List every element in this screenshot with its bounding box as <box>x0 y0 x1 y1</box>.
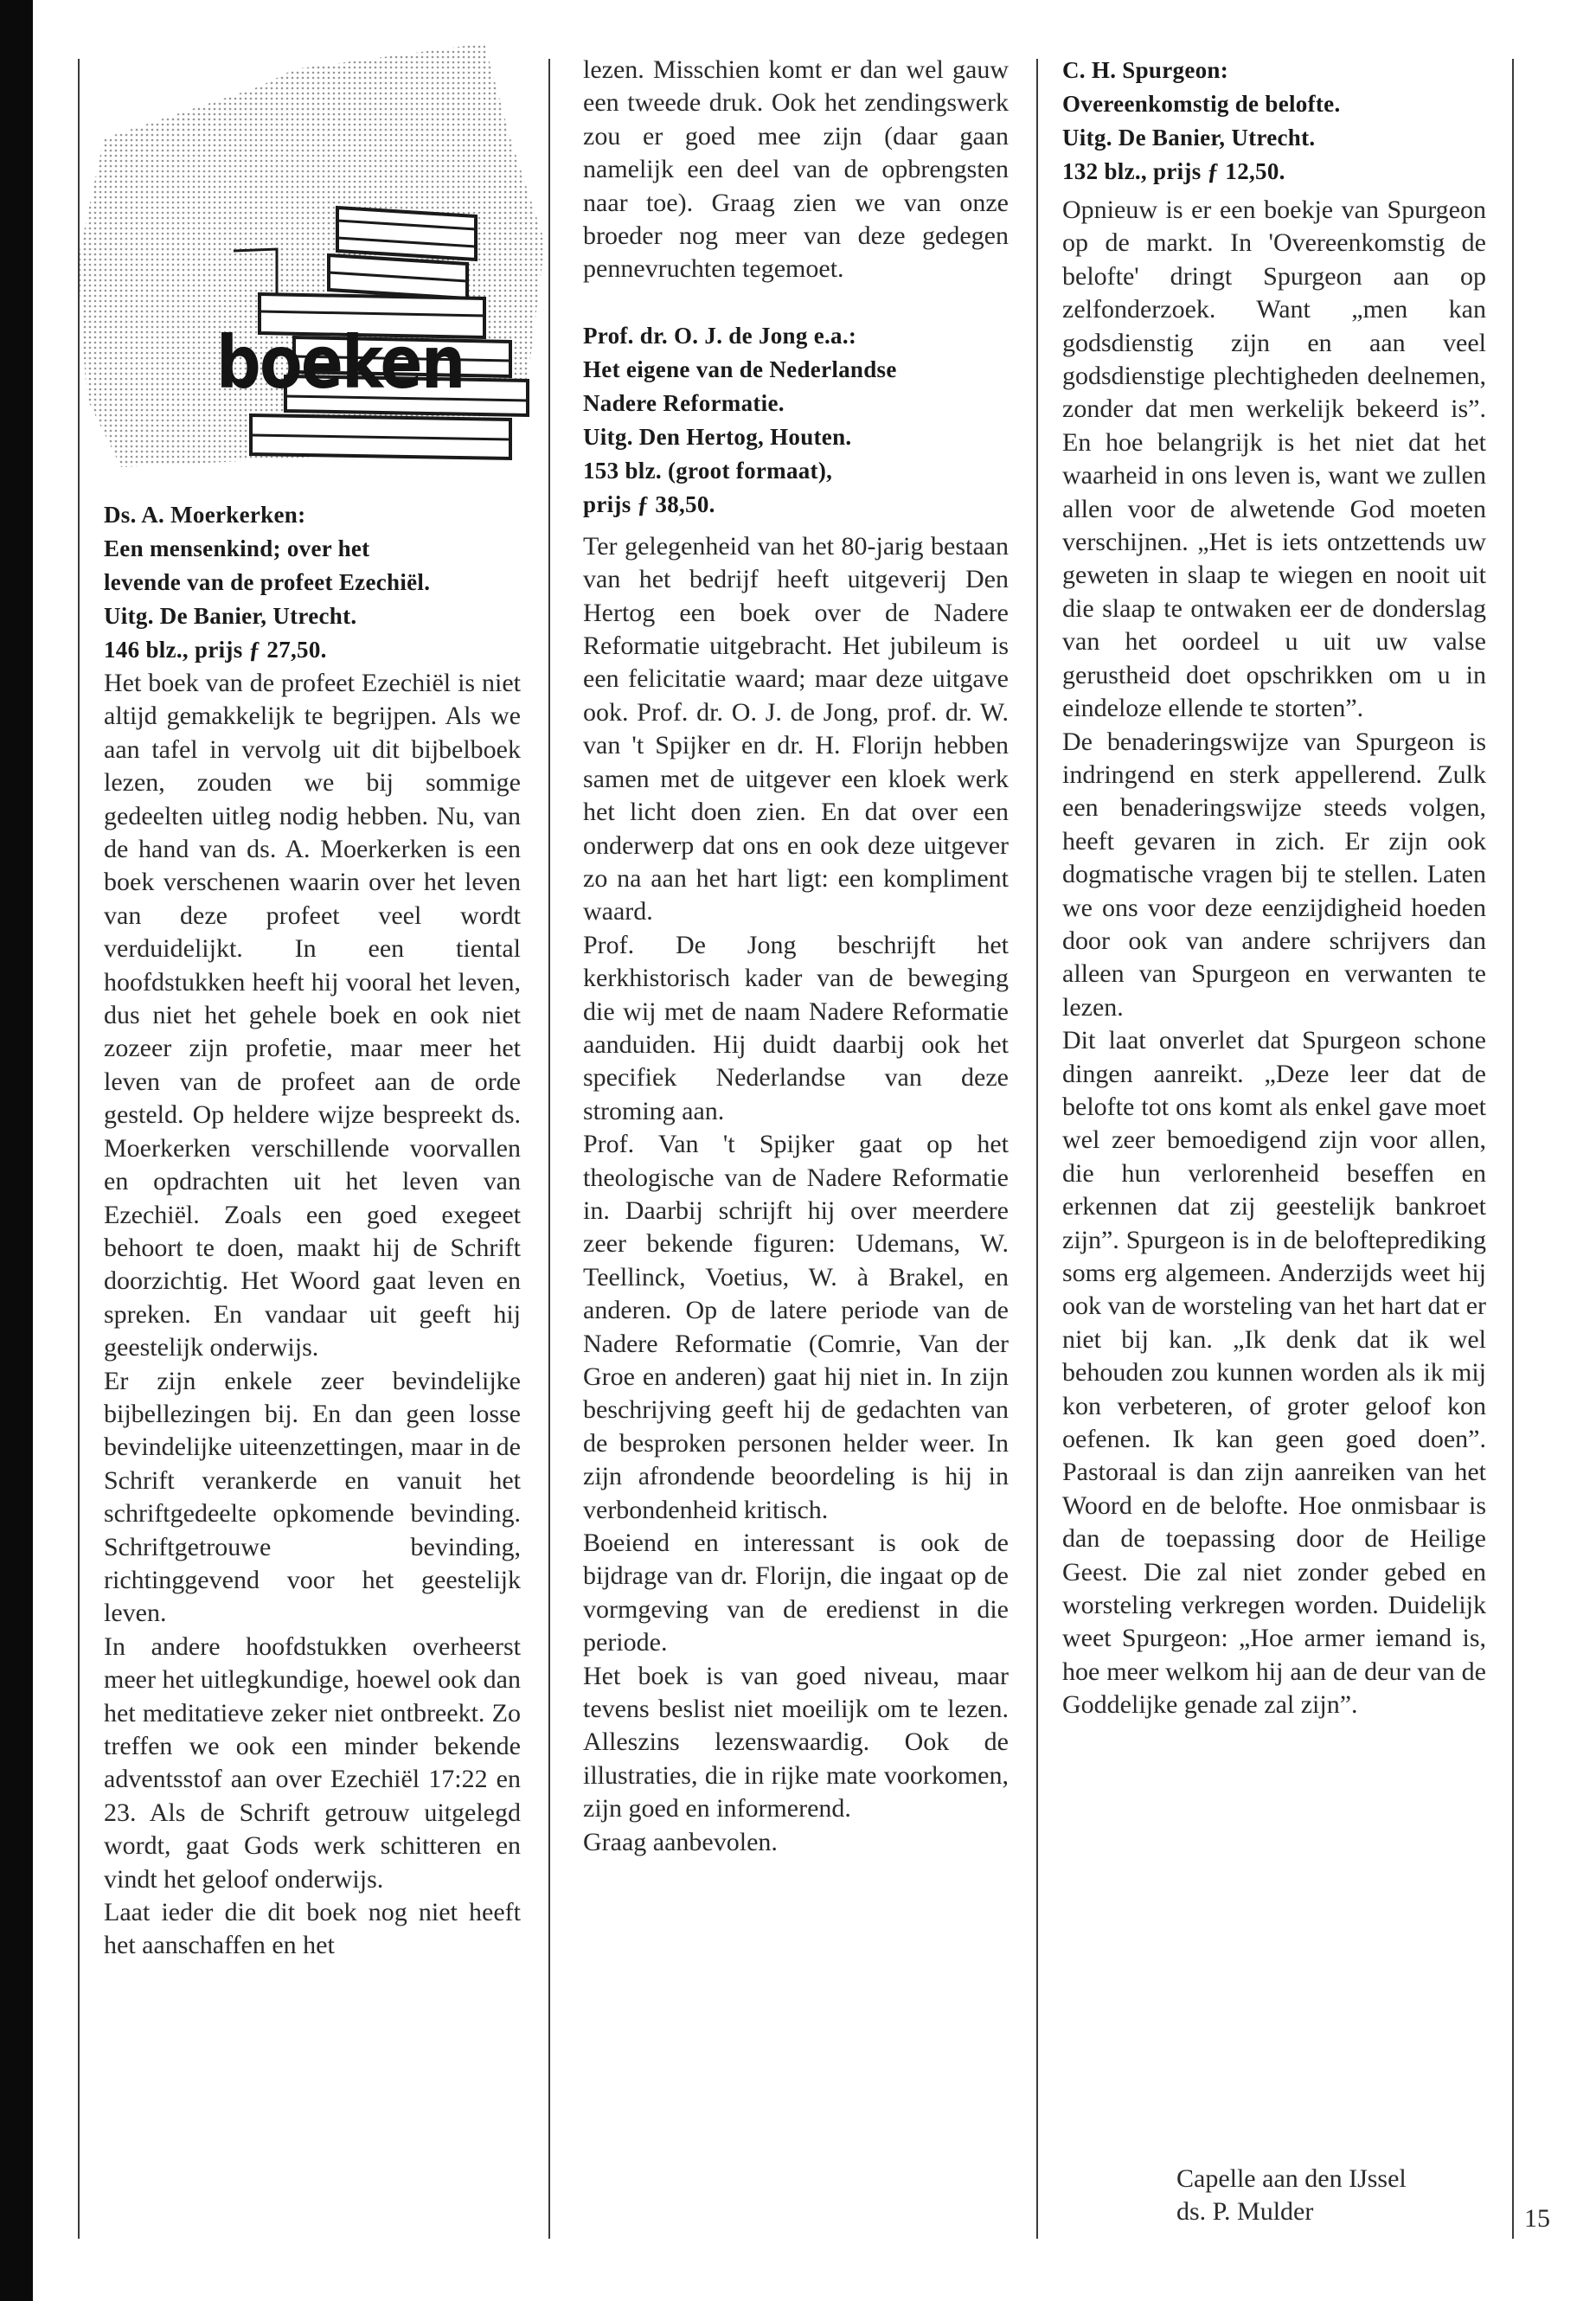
column-rule-2 <box>1036 59 1038 2239</box>
review-1-paragraph: Het boek van de profeet Ezechiël is niet altijd gemakkelijk te begrijpen. Als we aan tafel in vervolg uit dit bijbelboek lezen, zouden we bij sommige gedeelten uitleg nodig hebben. Nu, van de hand van ds. A. Moerkerken is een boek verschenen waarin over het leven van deze profeet veel wordt verduidelijkt. In een tiental hoofdstukken heeft hij vooral het leven, dus niet het gehele boek en ook niet zozeer zijn profetie, maar meer het leven van de profeet aan de orde gesteld. Op heldere wijze bespreekt ds. Moerkerken verschillende voorvallen en opdrachten uit het leven van Ezechiël. Zoals een goed exegeet behoort te doen, maakt hij de Schrift doorzichtig. Het Woord gaat leven en spreken. En vandaar uit geeft hij geestelijk onderwijs. <box>104 669 521 1362</box>
review-2-paragraph: Boeiend en interessant is ook de bijdrage van dr. Florijn, die ingaat op de vormgeving van de eredienst in die periode. <box>583 1529 1009 1657</box>
column-rule-1 <box>548 59 550 2239</box>
review-1-author: Ds. A. Moerkerken: <box>104 502 306 528</box>
review-2-heading <box>583 319 1009 522</box>
review-2-title-line-1: Het eigene van de Nederlandse <box>583 356 897 382</box>
review-3-paragraph: De benaderingswijze van Spurgeon is indringend en sterk appellerend. Zulk een benaderingswijze steeds volgen, heeft gevaren in zich. Er zijn ook dogmatische vragen bij te stellen. Laten we ons voor deze eenzijdigheid hoeden door ook van andere schrijvers dan alleen van Spurgeon en verwanten te lezen. <box>1062 727 1486 1022</box>
review-3-author: C. H. Spurgeon: <box>1062 57 1229 83</box>
review-2-format: 153 blz. (groot formaat), <box>583 457 833 484</box>
review-2-paragraph: Ter gelegenheid van het 80-jarig bestaan van het bedrijf heeft uitgeverij Den Hertog een boek over de Nadere Reformatie uitgebracht. Het jubileum is een felicitatie waard; maar deze uitgave ook. Prof. dr. O. J. de Jong, prof. dr. W. van 't Spijker en dr. H. Florijn hebben samen met de uitgever een kloek werk het licht doen zien. En dat over een onderwerp dat ons en ook deze uitgever zo na aan het hart ligt: een kompliment waard. <box>583 531 1009 926</box>
section-title: boeken <box>216 320 465 405</box>
signature-name: ds. P. Mulder <box>1176 2197 1314 2226</box>
review-1-publisher: Uitg. De Banier, Utrecht. <box>104 603 357 629</box>
review-3-price: 132 blz., prijs ƒ 12,50. <box>1062 158 1285 184</box>
signature <box>1176 2163 1407 2228</box>
column-rule-left <box>78 59 80 2239</box>
review-2-paragraph: Graag aanbevolen. <box>583 1827 778 1856</box>
review-2-paragraph: Het boek is van goed niveau, maar tevens beslist niet moeilijk om te lezen. Alleszins lezenswaardig. Ook de illustraties, die in rijke mate voorkomen, zijn goed en informerend. <box>583 1661 1009 1823</box>
page-number: 15 <box>1524 2204 1550 2233</box>
review-2-paragraph: Prof. De Jong beschrijft het kerkhistorisch kader van de beweging die wij met de naam Nadere Reformatie aanduiden. Hij duidt daarbij ook het specifiek Nederlandse van deze stroming aan. <box>583 930 1009 1125</box>
review-1-continuation: lezen. Misschien komt er dan wel gauw een tweede druk. Ook het zendingswerk zou er goed mee zijn (daar gaan namelijk een deel van de opbrengsten naar toe). Graag zien we van onze broeder nog meer van deze gedegen pennevruchten tegemoet. <box>583 55 1009 284</box>
review-2-author: Prof. dr. O. J. de Jong e.a.: <box>583 322 857 349</box>
signature-place: Capelle aan den IJssel <box>1176 2164 1407 2193</box>
review-1-title-line-2: levende van de profeet Ezechiël. <box>104 569 431 595</box>
column-rule-right <box>1512 59 1514 2239</box>
review-1-paragraph: Er zijn enkele zeer bevindelijke bijbellezingen bij. En dan geen losse bevindelijke uiteenzettingen, maar in de Schrift verankerde en vanuit het schriftgedeelte opkomende bevinding. Schriftgetrouwe bevinding, richtinggevend voor het geestelijk leven. <box>104 1366 521 1628</box>
scan-edge <box>0 0 33 2301</box>
review-1-title-line-1: Een mensenkind; over het <box>104 535 370 561</box>
review-3-publisher: Uitg. De Banier, Utrecht. <box>1062 125 1316 151</box>
book-stack-illustration <box>78 35 562 476</box>
review-2-title-line-2: Nadere Reformatie. <box>583 389 785 416</box>
section-logo <box>78 35 562 476</box>
review-1-heading <box>104 498 521 667</box>
column-2 <box>583 54 1009 1859</box>
review-2-paragraph: Prof. Van 't Spijker gaat op het theologische van de Nadere Reformatie in. Daarbij schrijft hij over meerdere zeer bekende figuren: Udemans, W. Teellinck, Voetius, W. à Brakel, en anderen. Op de latere periode van de Nadere Reformatie (Comrie, Van der Groe en anderen) gaat hij niet in. In zijn beschrijving geeft hij de gedachten van de besproken personen helder weer. In zijn afrondende beoordeling is hij in verbondenheid kritisch. <box>583 1130 1009 1524</box>
review-3-heading <box>1062 54 1486 189</box>
review-1-paragraph: In andere hoofdstukken overheerst meer het uitlegkundige, hoewel ook dan het meditatieve zeker niet ontbreekt. Zo treffen we ook een minder bekende adventsstof aan over Ezechiël 17:22 en 23. Als de Schrift getrouw uitgelegd wordt, gaat Gods werk schitteren en vindt het geloof onderwijs. <box>104 1631 521 1894</box>
review-1-price: 146 blz., prijs ƒ 27,50. <box>104 637 327 663</box>
column-3 <box>1062 54 1486 1722</box>
column-1 <box>104 498 521 1963</box>
review-2-price: prijs ƒ 38,50. <box>583 490 715 517</box>
review-1-paragraph: Laat ieder die dit boek nog niet heeft het aanschaffen en het <box>104 1898 521 1960</box>
review-3-paragraph: Dit laat onverlet dat Spurgeon schone dingen aanreikt. „Deze leer dat de belofte tot ons komt als enkel gave moet wel zeer bemoedigend zijn voor allen, die hun verlorenheid beseffen en erkennen dat zij geestelijk bankroet zijn”. Spurgeon is in de belofteprediking soms erg algemeen. Anderzijds weet hij ook van de worsteling van het hart dat er niet bij kan. „Ik denk dat ik wel behouden zou kunnen worden als ik mij kon verbeteren, of groter geloof kon oefenen. Ik kan geen goed doen”. Pastoraal is dan zijn aanreiken van het Woord en de belofte. Hoe onmisbaar is dan de toepassing door de Heilige Geest. Die zal niet zonder gebed en worsteling verkregen worden. Duidelijk weet Spurgeon: „Hoe armer iemand is, hoe meer welkom hij aan de deur van de Goddelijke genade zal zijn”. <box>1062 1026 1486 1720</box>
review-3-paragraph: Opnieuw is er een boekje van Spurgeon op de markt. In 'Overeenkomstig de belofte' dringt Spurgeon aan op zelfonderzoek. Want „men kan godsdienstig zijn en aan veel godsdienstige plechtigheden deelnemen, zonder dat men werkelijk bekeerd is”. En hoe belangrijk is het niet dat het waarheid in ons leven is, want we zullen allen voor de alwetende God moeten verschijnen. „Het is iets ontzettends uw geweten in slaap te wiegen en nooit uit die slaap te ontwaken eer de donderslag van het oordeel u uit uw valse gerustheid doet opschrikken om u in eindeloze ellende te storten”. <box>1062 195 1486 723</box>
review-2-publisher: Uitg. Den Hertog, Houten. <box>583 423 852 450</box>
review-3-title: Overeenkomstig de belofte. <box>1062 91 1341 117</box>
